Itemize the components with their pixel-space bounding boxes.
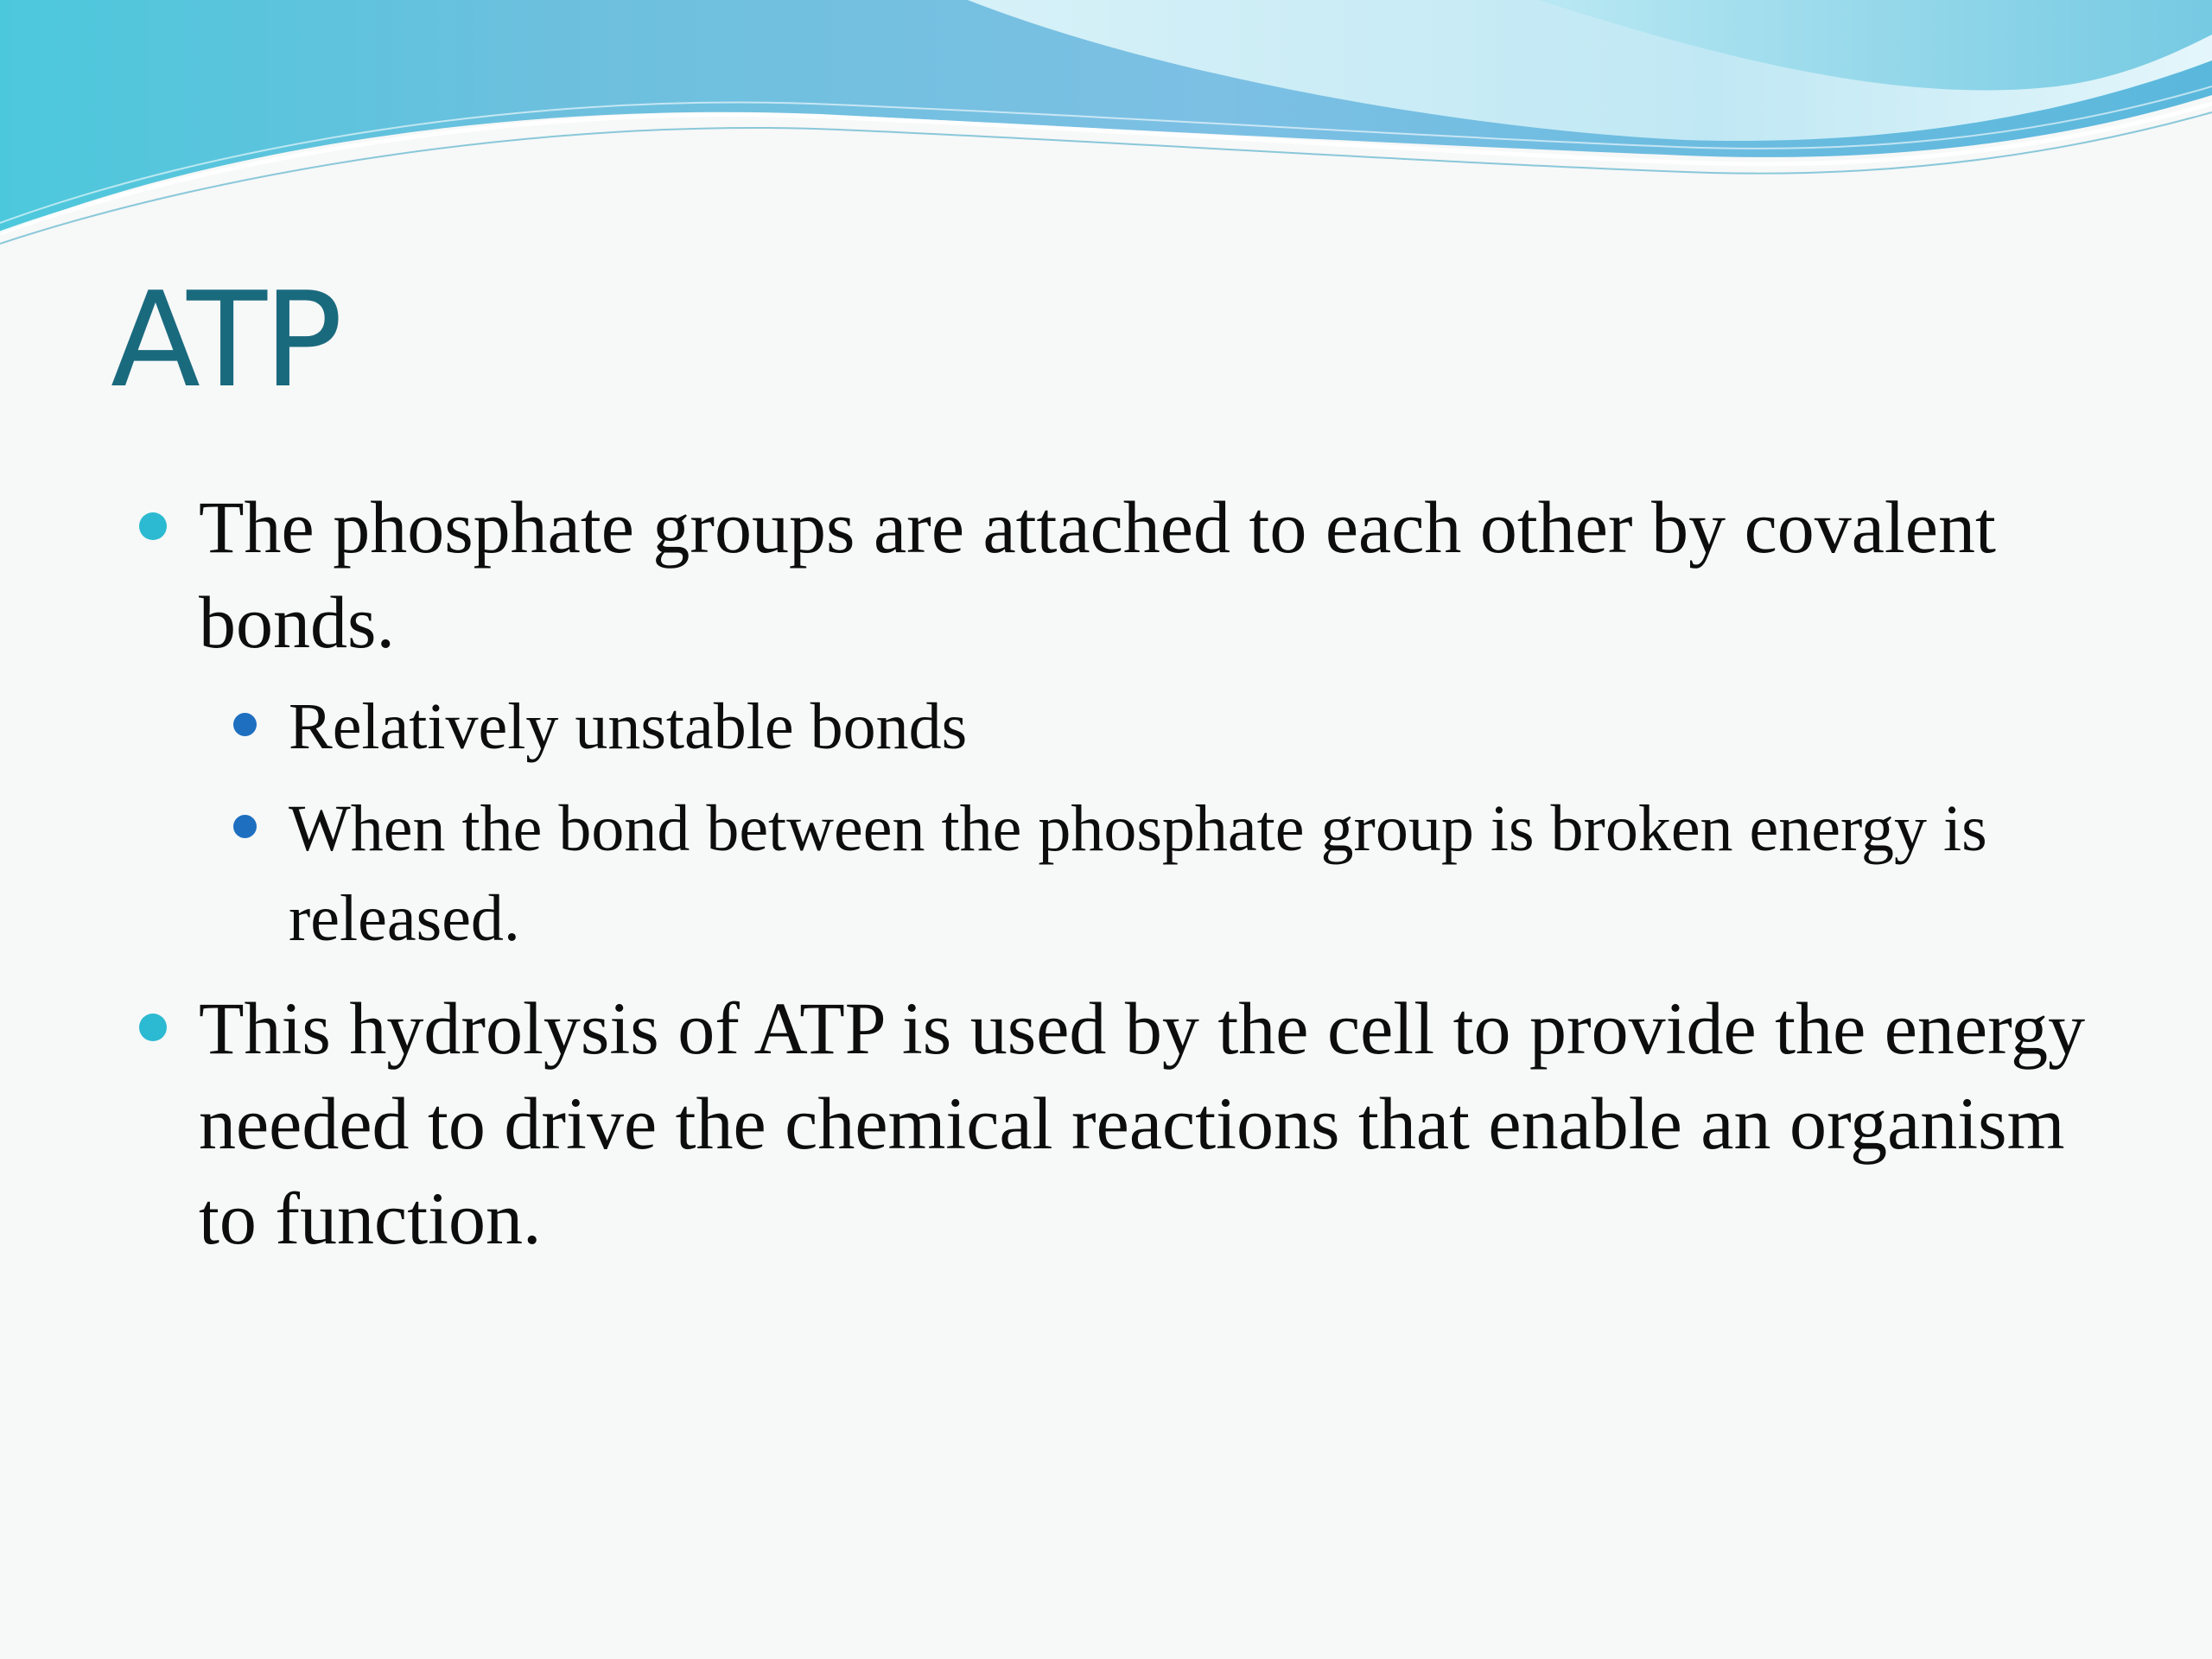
bullet-dot-icon	[233, 713, 257, 736]
list-item	[199, 480, 2100, 670]
list-item-text: This hydrolysis of ATP is used by the cell to provide the energy needed to drive the chemical reactions that enable an organism to function.	[199, 987, 2086, 1260]
header-wave-decoration	[0, 0, 2212, 259]
list-item-text: Relatively unstable bonds	[289, 690, 968, 763]
bullet-list	[0, 480, 2212, 1266]
list-item-text: The phosphate groups are attached to each other by covalent bonds.	[199, 486, 1996, 664]
bullet-dot-icon	[139, 1014, 167, 1041]
sub-list-item	[289, 682, 2103, 772]
bullet-dot-icon	[139, 512, 167, 540]
list-item-text: When the bond between the phosphate group is broken energy is released.	[289, 792, 1987, 955]
bullet-dot-icon	[233, 815, 257, 838]
sub-list-item	[289, 784, 2103, 963]
list-item	[199, 981, 2100, 1266]
slide-title: ATP	[111, 264, 340, 416]
